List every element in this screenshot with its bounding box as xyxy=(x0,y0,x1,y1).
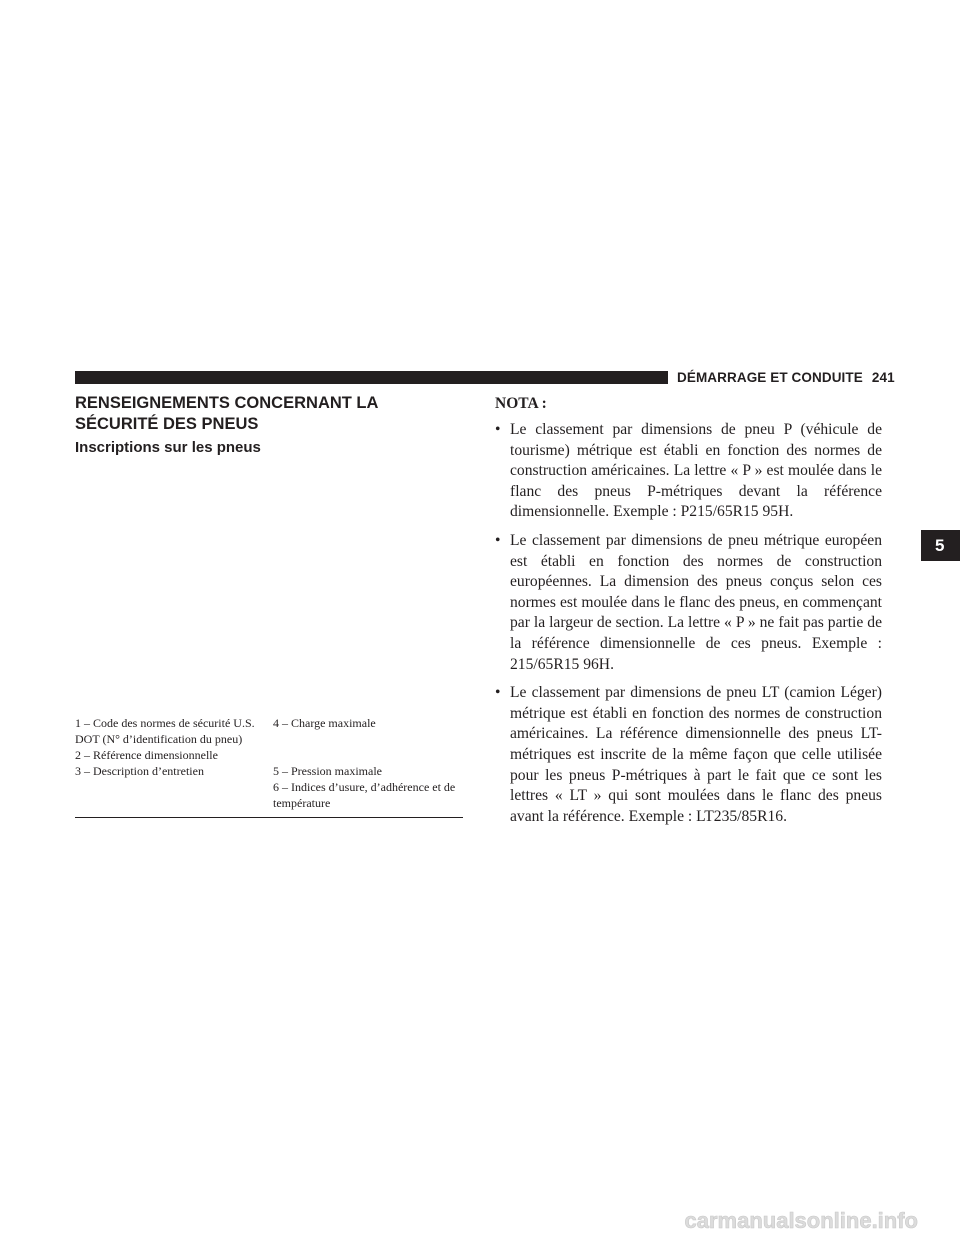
legend-item: 6 – Indices d’usure, d’adhérence et de température xyxy=(273,780,456,810)
note-column xyxy=(495,394,882,835)
note-item xyxy=(495,531,882,675)
legend-item: 2 – Référence dimensionnelle xyxy=(75,748,218,762)
watermark-text: carmanualsonline.info xyxy=(684,1208,918,1233)
legend-column-right xyxy=(273,715,463,811)
legend-item: 3 – Description d’entretien xyxy=(75,764,204,778)
bullet-icon: • xyxy=(495,421,501,438)
legend-item: 5 – Pression maximale xyxy=(273,764,382,778)
bullet-icon: • xyxy=(495,684,501,702)
note-item xyxy=(495,683,882,827)
legend-divider xyxy=(75,817,463,818)
legend-column-left xyxy=(75,715,265,779)
header-rule xyxy=(75,371,668,384)
tire-markings-figure xyxy=(75,470,463,702)
section-title: RENSEIGNEMENTS CONCERNANT LA SÉCURITÉ DES PNEUS xyxy=(75,394,378,433)
running-title: DÉMARRAGE ET CONDUITE xyxy=(677,370,863,385)
page-number: 241 xyxy=(871,370,895,385)
note-item-text: Le classement par dimensions de pneu P (véhicule de tourisme) métrique est établi en fonction des normes de construction américaines. La lettre « P » est moulée dans le flanc des pneus P-métriques devant la référence dimensionnelle. Exemple : P215/65R15 95H. xyxy=(510,421,882,521)
subsection-title: Inscriptions sur les pneus xyxy=(75,439,261,456)
note-item-text: Le classement par dimensions de pneu LT (camion Léger) métrique est établi en fonction des normes de construction américaines. La référence dimensionnelle des pneus LT-métriques est inscrite de la même façon que celle utilisée pour les pneus P-métriques à part le fait que ce sont les lettres « LT » qui sont moulées dans le flanc des pneus avant la référence. Exemple : LT235/85R16. xyxy=(510,684,882,825)
note-item-text: Le classement par dimensions de pneu métrique européen est établi en fonction des normes de construction européennes. La dimension des pneus conçus selon ces normes est moulée dans le flanc des pneus, en commençant par la largeur de section. La lettre « P » ne fait pas partie de la référence dimensionnelle de ces pneus. Exemple : 215/65R15 96H. xyxy=(510,531,882,673)
chapter-tab[interactable]: 5 xyxy=(921,530,960,561)
legend-item: 4 – Charge maximale xyxy=(273,716,376,730)
note-label: NOTA : xyxy=(495,395,547,412)
watermark xyxy=(684,1196,920,1236)
bullet-icon: • xyxy=(495,531,501,549)
note-item xyxy=(495,420,882,523)
legend-item: 1 – Code des normes de sécurité U.S. DOT (N° d’identification du pneu) xyxy=(75,716,255,746)
running-header xyxy=(677,368,897,388)
note-list xyxy=(495,420,882,827)
